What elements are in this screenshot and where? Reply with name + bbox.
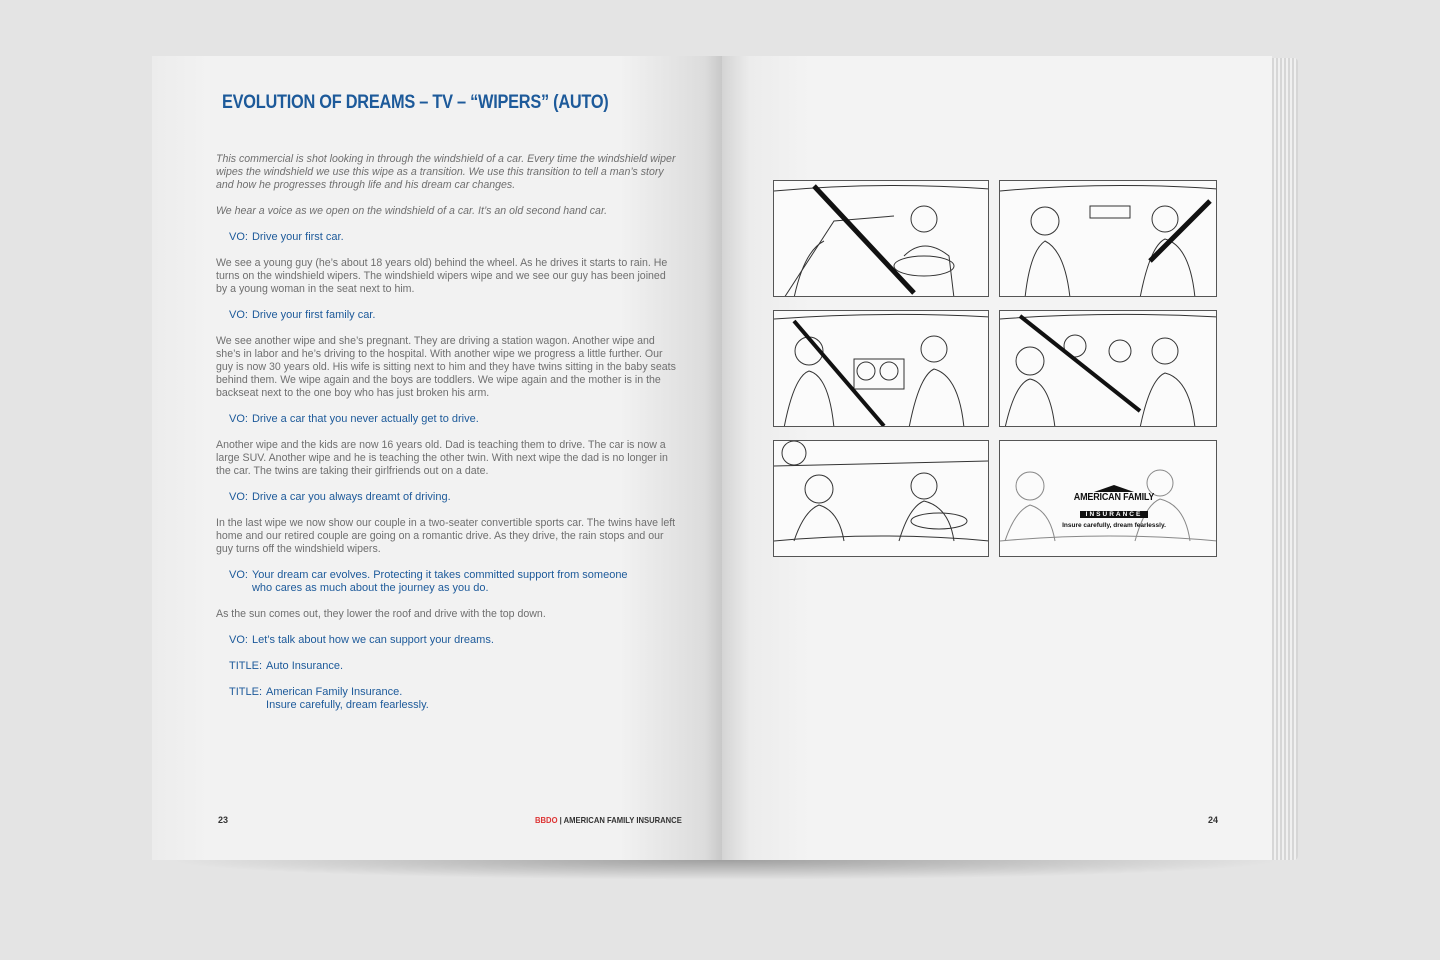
intro-paragraph: This commercial is shot looking in through the windshield of a car. Every time the windshield wiper wipes the windshield we use this wipe as a transition. We use this transition to tell a man’s story and how he progresses through life and his dream car changes. — [216, 153, 676, 191]
vo-label: VO: — [229, 309, 248, 321]
vo-line-3 — [216, 413, 678, 426]
vo-text: Let’s talk about how we can support your dreams. — [251, 634, 494, 646]
title-line-2 — [216, 686, 678, 712]
action-paragraph-3: Another wipe and the kids are now 16 years old. Dad is teaching them to drive. The car is now a large SUV. Another wipe and he is teaching the other twin. With next wipe the dad is no longer in the car. The twins are taking their girlfriends out on a date. — [216, 439, 668, 477]
house-roof-icon — [1094, 485, 1134, 492]
vo-label: VO: — [229, 491, 248, 503]
storyboard-frame-3 — [773, 310, 989, 427]
sketch-family-teens — [1000, 311, 1217, 427]
vo-label: VO: — [229, 634, 248, 646]
intro-paragraph-2: We hear a voice as we open on the windshield of a car. It’s an old second hand car. — [216, 205, 608, 217]
vo-label: VO: — [229, 413, 248, 425]
storyboard-frame-1 — [773, 180, 989, 297]
vo-text: Drive your first family car. — [251, 309, 376, 321]
logo-name: AMERICAN FAMILY — [1073, 492, 1155, 503]
vo-line-1 — [216, 231, 678, 244]
sketch-young-couple — [1000, 181, 1217, 297]
vo-line-4 — [216, 491, 678, 504]
vo-line-2 — [216, 309, 678, 322]
sketch-young-driver — [774, 181, 989, 297]
title-text: Auto Insurance. — [266, 660, 344, 672]
vo-label: VO: — [229, 231, 248, 243]
script-body — [216, 153, 678, 725]
storyboard-frame-6 — [999, 440, 1217, 557]
vo-line-6 — [216, 634, 678, 647]
storyboard-frame-2 — [999, 180, 1217, 297]
title-line-1 — [216, 660, 678, 673]
vo-text: Your dream car evolves. Protecting it takes committed support from someone who cares as much about the journey as you do. — [251, 569, 628, 594]
logo-insurance: INSURANCE — [1080, 511, 1149, 518]
page-title: EVOLUTION OF DREAMS – TV – “WIPERS” (AUTO) — [222, 92, 609, 113]
action-paragraph-4: In the last wipe we now show our couple in a two-seater convertible sports car. The twins have left home and our retired couple are going on a romantic drive. As they drive, the rain stops and our guy turns off the windshield wipers. — [216, 517, 676, 555]
sketch-couple-with-twins — [774, 311, 989, 427]
logo-tagline: Insure carefully, dream fearlessly. — [1062, 522, 1166, 529]
action-paragraph-1: We see a young guy (he’s about 18 years old) behind the wheel. As he drives it starts to rain. He turns on the windshield wipers. The windshield wipers wipe and we see our guy has been joined by a young woman in the seat next to him. — [216, 257, 668, 295]
vo-text: Drive your first car. — [251, 231, 344, 243]
footer-branding — [535, 815, 682, 825]
footer-separator: | — [557, 815, 564, 825]
title-label: TITLE: — [229, 660, 263, 672]
title-text: American Family Insurance. Insure carefully, dream fearlessly. — [266, 686, 429, 711]
action-paragraph-5: As the sun comes out, they lower the roof and drive with the top down. — [216, 608, 546, 620]
footer-client: AMERICAN FAMILY INSURANCE — [563, 815, 682, 825]
storyboard-frame-4 — [999, 310, 1217, 427]
sketch-convertible-couple — [774, 441, 989, 557]
vo-text: Drive a car that you never actually get to drive. — [251, 413, 479, 425]
page-number-right: 24 — [1208, 815, 1219, 825]
page-number-left: 23 — [218, 815, 229, 825]
footer-agency: BBDO — [535, 815, 558, 825]
american-family-logo — [1056, 485, 1172, 529]
storyboard-frame-5 — [773, 440, 989, 557]
vo-line-5 — [216, 569, 678, 595]
title-label: TITLE: — [229, 686, 263, 698]
left-page — [152, 56, 722, 860]
vo-label: VO: — [229, 569, 248, 581]
right-page — [722, 56, 1272, 860]
action-paragraph-2: We see another wipe and she’s pregnant. They are driving a station wagon. Another wipe and she’s in labor and he’s driving to the hospital. With another wipe we progress a little further. Our guy is now 30 years old. His wife is sitting next to him and they have twins sitting in the baby seats behind them. We wipe again and the boys are toddlers. We wipe again and the mother is in the backseat next to the one boy who has just broken his arm. — [216, 335, 676, 399]
storyboard-grid — [773, 180, 1217, 557]
vo-text: Drive a car you always dreamt of driving. — [251, 491, 451, 503]
page-stack-edge — [1268, 58, 1298, 860]
